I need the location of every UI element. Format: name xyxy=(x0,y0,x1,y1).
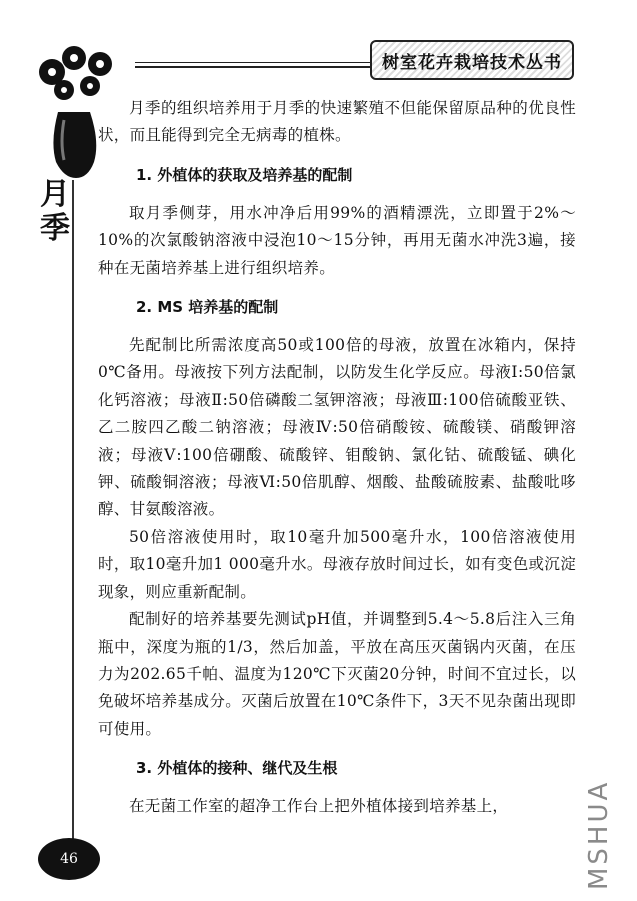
margin-rule xyxy=(72,180,74,840)
page-number: 46 xyxy=(60,851,78,867)
section-heading-3: 3. 外植体的接种、继代及生根 xyxy=(136,759,338,778)
margin-title-char-1: 月 xyxy=(40,177,70,212)
intro-paragraph: 月季的组织培养用于月季的快速繁殖不但能保留原品种的优良性状，而且能得到完全无病毒的植株。 xyxy=(98,99,576,145)
main-content xyxy=(98,95,576,821)
section-heading-1: 1. 外植体的获取及培养基的配制 xyxy=(136,165,353,184)
header-rule xyxy=(135,66,371,68)
margin-title-char-2: 季 xyxy=(40,211,70,246)
section-2-paragraph-2: 50倍溶液使用时，取10毫升加500毫升水，100倍溶液使用时，取10毫升加1 000毫升水。母液存放时间过长，如有变色或沉淀现象，则应重新配制。 xyxy=(98,527,576,601)
section-3-paragraph-1: 在无菌工作室的超净工作台上把外植体接到培养基上， xyxy=(129,797,509,816)
page-number-badge xyxy=(38,838,100,880)
section-2-paragraph-3: 配制好的培养基要先测试pH值，并调整到5.4～5.8后注入三角瓶中，深度为瓶的1/3，然后加盖，平放在高压灭菌锅内灭菌，在压力为202.65千帕、温度为120℃下灭菌20分钟，时间不宜过长，以免破坏培养基成分。灭菌后放置在10℃条件下，3天不见杂菌出现即可使用。 xyxy=(98,610,576,738)
section-2-paragraph-1: 先配制比所需浓度高50或100倍的母液，放置在冰箱内，保持0℃备用。母液按下列方法配制，以防发生化学反应。母液Ⅰ:50倍氯化钙溶液；母液Ⅱ:50倍磷酸二氢钾溶液；母液Ⅲ:100倍硫酸亚铁、乙二胺四乙酸二钠溶液；母液Ⅳ:50倍硝酸铵、硫酸镁、硝酸钾溶液；母液Ⅴ:100倍硼酸、硫酸锌、钼酸钠、氯化钴、硫酸锰、碘化钾、硫酸铜溶液；母液Ⅵ:50倍肌醇、烟酸、盐酸硫胺素、盐酸吡哆醇、甘氨酸溶液。 xyxy=(98,336,576,519)
section-heading-2: 2. MS 培养基的配制 xyxy=(136,298,279,317)
watermark: MSHUA xyxy=(584,779,614,890)
series-banner xyxy=(370,40,574,80)
series-title: 树室花卉栽培技术丛书 xyxy=(382,52,562,73)
margin-title xyxy=(35,178,75,246)
header-rule-thin xyxy=(135,62,371,63)
section-1-paragraph-1: 取月季侧芽，用水冲净后用99%的酒精漂洗，立即置于2%～10%的次氯酸钠溶液中浸泡10～15分钟，再用无菌水冲洗3遍，接种在无菌培养基上进行组织培养。 xyxy=(98,203,576,277)
